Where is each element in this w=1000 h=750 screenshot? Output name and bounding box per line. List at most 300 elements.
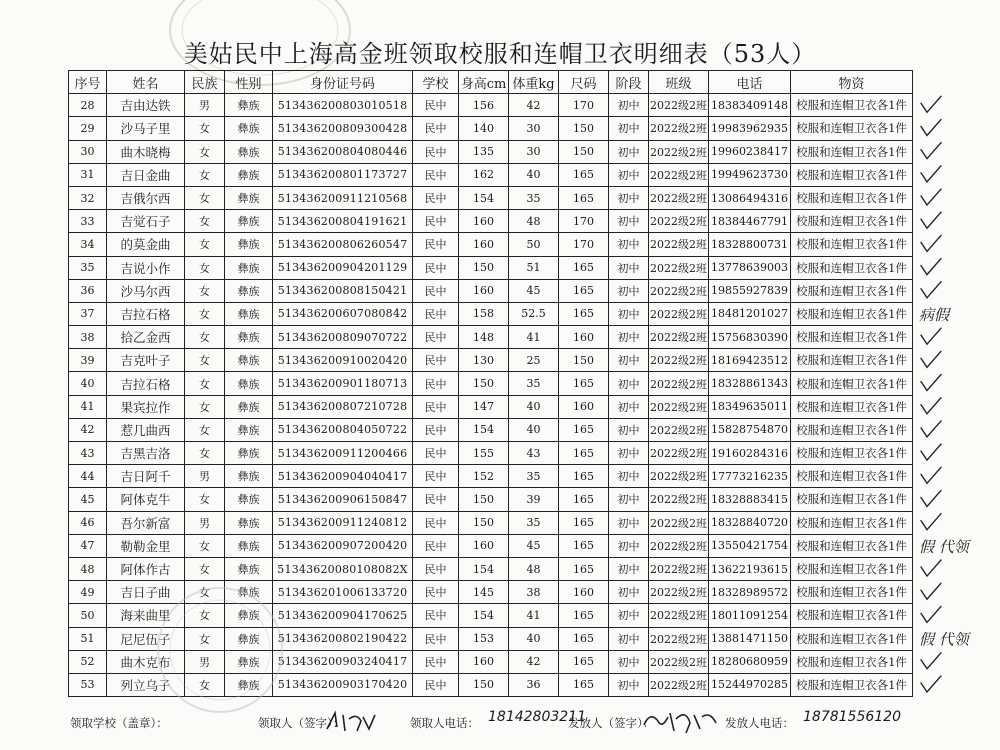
cell-name: 的莫金曲 xyxy=(107,233,185,256)
cell-name: 吉拉石格 xyxy=(107,372,185,395)
official-stamp-bottom xyxy=(120,575,320,725)
cell-phone: 17773216235 xyxy=(709,465,791,488)
cell-height: 154 xyxy=(459,604,509,627)
cell-height: 158 xyxy=(459,302,509,325)
cell-id: 513436201006133720 xyxy=(273,581,413,604)
cell-no: 41 xyxy=(69,395,107,418)
checkmark-icon xyxy=(921,560,941,576)
cell-phone: 19960238417 xyxy=(709,140,791,163)
table-row xyxy=(69,442,913,465)
cell-goods: 校服和连帽卫衣各1件 xyxy=(791,627,913,650)
cell-ethnicity: 女 xyxy=(185,117,225,140)
cell-no: 46 xyxy=(69,511,107,534)
cell-no: 35 xyxy=(69,256,107,279)
issuer-phone-handwritten: 18781556120 xyxy=(803,709,901,725)
cell-gender: 彝族 xyxy=(225,94,273,117)
cell-size: 165 xyxy=(559,488,609,511)
cell-height: 150 xyxy=(459,673,509,696)
cell-id: 513436200903170420 xyxy=(273,673,413,696)
cell-goods: 校服和连帽卫衣各1件 xyxy=(791,140,913,163)
cell-class: 2022级2班 xyxy=(649,557,709,580)
checkmark-icon xyxy=(921,444,941,460)
cell-ethnicity: 女 xyxy=(185,163,225,186)
cell-school: 民中 xyxy=(413,465,459,488)
cell-goods: 校服和连帽卫衣各1件 xyxy=(791,581,913,604)
cell-height: 153 xyxy=(459,627,509,650)
cell-id: 51343620080108082X xyxy=(273,557,413,580)
cell-class: 2022级2班 xyxy=(649,349,709,372)
table-row xyxy=(69,117,913,140)
cell-class: 2022级2班 xyxy=(649,534,709,557)
cell-ethnicity: 女 xyxy=(185,395,225,418)
cell-gender: 彝族 xyxy=(225,488,273,511)
cell-name: 阿体作古 xyxy=(107,557,185,580)
cell-stage: 初中 xyxy=(609,256,649,279)
cell-weight: 35 xyxy=(509,465,559,488)
cell-gender: 彝族 xyxy=(225,117,273,140)
cell-height: 152 xyxy=(459,465,509,488)
cell-gender: 彝族 xyxy=(225,557,273,580)
table-row xyxy=(69,326,913,349)
cell-ethnicity: 女 xyxy=(185,604,225,627)
cell-ethnicity: 女 xyxy=(185,557,225,580)
cell-no: 34 xyxy=(69,233,107,256)
cell-size: 165 xyxy=(559,534,609,557)
cell-class: 2022级2班 xyxy=(649,372,709,395)
cell-ethnicity: 女 xyxy=(185,140,225,163)
checkmark-icon xyxy=(921,375,941,391)
cell-class: 2022级2班 xyxy=(649,465,709,488)
cell-ethnicity: 女 xyxy=(185,534,225,557)
cell-goods: 校服和连帽卫衣各1件 xyxy=(791,650,913,673)
cell-stage: 初中 xyxy=(609,418,649,441)
cell-class: 2022级2班 xyxy=(649,604,709,627)
table-row xyxy=(69,488,913,511)
cell-phone: 18328840720 xyxy=(709,511,791,534)
cell-ethnicity: 男 xyxy=(185,650,225,673)
cell-ethnicity: 女 xyxy=(185,627,225,650)
cell-size: 165 xyxy=(559,418,609,441)
cell-gender: 彝族 xyxy=(225,163,273,186)
cell-name: 列立乌子 xyxy=(107,673,185,696)
cell-size: 165 xyxy=(559,511,609,534)
cell-gender: 彝族 xyxy=(225,418,273,441)
cell-weight: 43 xyxy=(509,442,559,465)
cell-id: 513436200801173727 xyxy=(273,163,413,186)
cell-class: 2022级2班 xyxy=(649,395,709,418)
cell-id: 513436200906150847 xyxy=(273,488,413,511)
cell-stage: 初中 xyxy=(609,140,649,163)
cell-goods: 校服和连帽卫衣各1件 xyxy=(791,279,913,302)
cell-phone: 13550421754 xyxy=(709,534,791,557)
cell-size: 165 xyxy=(559,372,609,395)
table-row xyxy=(69,465,913,488)
footer-receiver-label: 领取人（签字）： xyxy=(258,716,345,730)
cell-name: 吉黑吉洛 xyxy=(107,442,185,465)
cell-goods: 校服和连帽卫衣各1件 xyxy=(791,186,913,209)
cell-size: 160 xyxy=(559,581,609,604)
cell-school: 民中 xyxy=(413,534,459,557)
cell-no: 29 xyxy=(69,117,107,140)
checkmark-icon xyxy=(921,514,941,530)
header-phone: 电话 xyxy=(709,71,791,94)
cell-no: 43 xyxy=(69,442,107,465)
cell-id: 513436200804050722 xyxy=(273,418,413,441)
cell-name: 吾尔新富 xyxy=(107,511,185,534)
cell-phone: 13881471150 xyxy=(709,627,791,650)
cell-weight: 35 xyxy=(509,186,559,209)
cell-ethnicity: 女 xyxy=(185,279,225,302)
cell-gender: 彝族 xyxy=(225,302,273,325)
checkmark-icon xyxy=(921,467,941,483)
cell-no: 44 xyxy=(69,465,107,488)
cell-weight: 25 xyxy=(509,349,559,372)
cell-phone: 18011091254 xyxy=(709,604,791,627)
cell-id: 513436200806260547 xyxy=(273,233,413,256)
cell-class: 2022级2班 xyxy=(649,256,709,279)
cell-stage: 初中 xyxy=(609,442,649,465)
header-id: 身份证号码 xyxy=(273,71,413,94)
cell-size: 160 xyxy=(559,395,609,418)
cell-goods: 校服和连帽卫衣各1件 xyxy=(791,557,913,580)
cell-goods: 校服和连帽卫衣各1件 xyxy=(791,256,913,279)
footer-issuer-label: 发放人（签字）： xyxy=(568,716,655,730)
cell-ethnicity: 女 xyxy=(185,302,225,325)
cell-weight: 40 xyxy=(509,395,559,418)
table-row xyxy=(69,256,913,279)
cell-id: 513436200904170625 xyxy=(273,604,413,627)
cell-school: 民中 xyxy=(413,163,459,186)
cell-stage: 初中 xyxy=(609,372,649,395)
cell-goods: 校服和连帽卫衣各1件 xyxy=(791,326,913,349)
cell-school: 民中 xyxy=(413,604,459,627)
cell-name: 吉日金曲 xyxy=(107,163,185,186)
cell-id: 513436200911210568 xyxy=(273,186,413,209)
cell-phone: 18328883415 xyxy=(709,488,791,511)
cell-weight: 48 xyxy=(509,210,559,233)
cell-phone: 18328861343 xyxy=(709,372,791,395)
cell-ethnicity: 男 xyxy=(185,465,225,488)
cell-height: 150 xyxy=(459,372,509,395)
checkmark-icon xyxy=(921,166,941,182)
cell-height: 160 xyxy=(459,233,509,256)
cell-stage: 初中 xyxy=(609,673,649,696)
cell-goods: 校服和连帽卫衣各1件 xyxy=(791,210,913,233)
cell-ethnicity: 女 xyxy=(185,442,225,465)
checkmark-icon xyxy=(921,490,941,506)
footer-school-label: 领取学校（盖章）： xyxy=(70,716,168,730)
cell-no: 51 xyxy=(69,627,107,650)
cell-no: 48 xyxy=(69,557,107,580)
cell-gender: 彝族 xyxy=(225,650,273,673)
cell-goods: 校服和连帽卫衣各1件 xyxy=(791,395,913,418)
table-row xyxy=(69,534,913,557)
cell-size: 165 xyxy=(559,442,609,465)
cell-school: 民中 xyxy=(413,302,459,325)
cell-school: 民中 xyxy=(413,210,459,233)
cell-name: 曲木克布 xyxy=(107,650,185,673)
header-size: 尺码 xyxy=(559,71,609,94)
cell-goods: 校服和连帽卫衣各1件 xyxy=(791,673,913,696)
cell-size: 160 xyxy=(559,326,609,349)
cell-size: 170 xyxy=(559,233,609,256)
checkmark-icon xyxy=(921,351,941,367)
cell-phone: 19855927839 xyxy=(709,279,791,302)
cell-phone: 15756830390 xyxy=(709,326,791,349)
cell-school: 民中 xyxy=(413,581,459,604)
cell-ethnicity: 女 xyxy=(185,256,225,279)
cell-id: 513436200907200420 xyxy=(273,534,413,557)
table-row xyxy=(69,349,913,372)
cell-stage: 初中 xyxy=(609,349,649,372)
cell-name: 吉觉石子 xyxy=(107,210,185,233)
cell-weight: 45 xyxy=(509,279,559,302)
cell-class: 2022级2班 xyxy=(649,210,709,233)
checkmark-icon xyxy=(921,282,941,298)
cell-size: 150 xyxy=(559,140,609,163)
cell-name: 惹几曲西 xyxy=(107,418,185,441)
cell-id: 513436200607080842 xyxy=(273,302,413,325)
checkmark-icon xyxy=(921,653,941,669)
cell-weight: 48 xyxy=(509,557,559,580)
footer xyxy=(0,711,1000,741)
cell-stage: 初中 xyxy=(609,163,649,186)
cell-stage: 初中 xyxy=(609,302,649,325)
cell-goods: 校服和连帽卫衣各1件 xyxy=(791,418,913,441)
cell-no: 31 xyxy=(69,163,107,186)
cell-height: 150 xyxy=(459,511,509,534)
cell-height: 135 xyxy=(459,140,509,163)
page-title: 美姑民中上海高金班领取校服和连帽卫衣明细表（53人） xyxy=(183,40,817,68)
table-row xyxy=(69,279,913,302)
cell-id: 513436200904040417 xyxy=(273,465,413,488)
cell-gender: 彝族 xyxy=(225,395,273,418)
cell-school: 民中 xyxy=(413,372,459,395)
cell-id: 513436200911200466 xyxy=(273,442,413,465)
cell-phone: 13622193615 xyxy=(709,557,791,580)
cell-gender: 彝族 xyxy=(225,140,273,163)
cell-height: 150 xyxy=(459,488,509,511)
cell-height: 145 xyxy=(459,581,509,604)
cell-weight: 36 xyxy=(509,673,559,696)
cell-class: 2022级2班 xyxy=(649,94,709,117)
cell-name: 吉拉石格 xyxy=(107,302,185,325)
cell-gender: 彝族 xyxy=(225,511,273,534)
cell-height: 148 xyxy=(459,326,509,349)
header-class: 班级 xyxy=(649,71,709,94)
cell-ethnicity: 女 xyxy=(185,673,225,696)
cell-weight: 50 xyxy=(509,233,559,256)
table-row xyxy=(69,233,913,256)
cell-goods: 校服和连帽卫衣各1件 xyxy=(791,233,913,256)
cell-phone: 18349635011 xyxy=(709,395,791,418)
cell-no: 40 xyxy=(69,372,107,395)
cell-stage: 初中 xyxy=(609,94,649,117)
cell-size: 165 xyxy=(559,604,609,627)
cell-phone: 15828754870 xyxy=(709,418,791,441)
cell-ethnicity: 女 xyxy=(185,326,225,349)
cell-weight: 40 xyxy=(509,627,559,650)
cell-gender: 彝族 xyxy=(225,326,273,349)
cell-goods: 校服和连帽卫衣各1件 xyxy=(791,372,913,395)
cell-id: 513436200901180713 xyxy=(273,372,413,395)
checkmark-icon xyxy=(921,676,941,692)
cell-stage: 初中 xyxy=(609,233,649,256)
cell-name: 吉说小作 xyxy=(107,256,185,279)
checkmark-icon xyxy=(921,235,941,251)
cell-gender: 彝族 xyxy=(225,349,273,372)
cell-id: 513436200808150421 xyxy=(273,279,413,302)
cell-name: 尼尼伍子 xyxy=(107,627,185,650)
cell-ethnicity: 女 xyxy=(185,233,225,256)
cell-weight: 52.5 xyxy=(509,302,559,325)
cell-height: 154 xyxy=(459,557,509,580)
cell-size: 165 xyxy=(559,279,609,302)
cell-phone: 18328800731 xyxy=(709,233,791,256)
cell-size: 165 xyxy=(559,627,609,650)
cell-phone: 18328989572 xyxy=(709,581,791,604)
cell-name: 吉日阿千 xyxy=(107,465,185,488)
cell-no: 53 xyxy=(69,673,107,696)
cell-height: 155 xyxy=(459,442,509,465)
cell-id: 513436200804191621 xyxy=(273,210,413,233)
cell-weight: 40 xyxy=(509,418,559,441)
cell-name: 吉由达铁 xyxy=(107,94,185,117)
cell-height: 160 xyxy=(459,210,509,233)
cell-school: 民中 xyxy=(413,117,459,140)
cell-stage: 初中 xyxy=(609,627,649,650)
cell-weight: 39 xyxy=(509,488,559,511)
cell-name: 拾乙金西 xyxy=(107,326,185,349)
checkmark-icon xyxy=(921,212,941,228)
cell-no: 49 xyxy=(69,581,107,604)
table-row xyxy=(69,372,913,395)
cell-stage: 初中 xyxy=(609,465,649,488)
cell-weight: 42 xyxy=(509,650,559,673)
cell-goods: 校服和连帽卫衣各1件 xyxy=(791,604,913,627)
cell-ethnicity: 女 xyxy=(185,418,225,441)
cell-id: 513436200807210728 xyxy=(273,395,413,418)
receiver-signature xyxy=(323,709,393,735)
cell-class: 2022级2班 xyxy=(649,279,709,302)
cell-gender: 彝族 xyxy=(225,534,273,557)
cell-gender: 彝族 xyxy=(225,372,273,395)
cell-no: 30 xyxy=(69,140,107,163)
cell-class: 2022级2班 xyxy=(649,140,709,163)
cell-height: 154 xyxy=(459,186,509,209)
cell-class: 2022级2班 xyxy=(649,673,709,696)
cell-no: 36 xyxy=(69,279,107,302)
cell-no: 37 xyxy=(69,302,107,325)
cell-id: 513436200910020420 xyxy=(273,349,413,372)
cell-size: 170 xyxy=(559,210,609,233)
cell-size: 165 xyxy=(559,256,609,279)
cell-weight: 41 xyxy=(509,604,559,627)
cell-name: 沙马尔西 xyxy=(107,279,185,302)
cell-phone: 19949623730 xyxy=(709,163,791,186)
header-school: 学校 xyxy=(413,71,459,94)
cell-school: 民中 xyxy=(413,186,459,209)
cell-size: 165 xyxy=(559,302,609,325)
cell-size: 165 xyxy=(559,163,609,186)
cell-id: 513436200903240417 xyxy=(273,650,413,673)
cell-school: 民中 xyxy=(413,673,459,696)
cell-class: 2022级2班 xyxy=(649,581,709,604)
header-ethnicity: 民族 xyxy=(185,71,225,94)
cell-height: 154 xyxy=(459,418,509,441)
cell-stage: 初中 xyxy=(609,117,649,140)
cell-stage: 初中 xyxy=(609,557,649,580)
cell-ethnicity: 女 xyxy=(185,581,225,604)
cell-school: 民中 xyxy=(413,140,459,163)
cell-weight: 41 xyxy=(509,326,559,349)
cell-no: 52 xyxy=(69,650,107,673)
table-row xyxy=(69,511,913,534)
cell-gender: 彝族 xyxy=(225,279,273,302)
cell-weight: 30 xyxy=(509,140,559,163)
table-row xyxy=(69,395,913,418)
table-row xyxy=(69,210,913,233)
cell-weight: 51 xyxy=(509,256,559,279)
cell-id: 513436200803010518 xyxy=(273,94,413,117)
table-row xyxy=(69,418,913,441)
cell-school: 民中 xyxy=(413,256,459,279)
cell-name: 阿体克牛 xyxy=(107,488,185,511)
cell-height: 140 xyxy=(459,117,509,140)
cell-goods: 校服和连帽卫衣各1件 xyxy=(791,488,913,511)
cell-gender: 彝族 xyxy=(225,442,273,465)
header-weight: 体重kg xyxy=(509,71,559,94)
cell-no: 33 xyxy=(69,210,107,233)
cell-no: 39 xyxy=(69,349,107,372)
cell-phone: 18384467791 xyxy=(709,210,791,233)
cell-stage: 初中 xyxy=(609,326,649,349)
cell-gender: 彝族 xyxy=(225,627,273,650)
cell-gender: 彝族 xyxy=(225,581,273,604)
cell-gender: 彝族 xyxy=(225,256,273,279)
cell-class: 2022级2班 xyxy=(649,650,709,673)
cell-ethnicity: 女 xyxy=(185,210,225,233)
cell-class: 2022级2班 xyxy=(649,302,709,325)
checkmark-icon xyxy=(921,421,941,437)
cell-goods: 校服和连帽卫衣各1件 xyxy=(791,442,913,465)
table-header-row xyxy=(69,71,913,94)
cell-size: 170 xyxy=(559,94,609,117)
cell-gender: 彝族 xyxy=(225,673,273,696)
cell-name: 海来曲里 xyxy=(107,604,185,627)
cell-size: 165 xyxy=(559,465,609,488)
cell-size: 150 xyxy=(559,349,609,372)
cell-goods: 校服和连帽卫衣各1件 xyxy=(791,534,913,557)
cell-name: 吉俄尔西 xyxy=(107,186,185,209)
cell-phone: 18481201027 xyxy=(709,302,791,325)
cell-height: 147 xyxy=(459,395,509,418)
cell-ethnicity: 女 xyxy=(185,372,225,395)
cell-id: 513436200804080446 xyxy=(273,140,413,163)
checkmark-icon xyxy=(921,328,941,344)
cell-weight: 35 xyxy=(509,511,559,534)
issuer-signature xyxy=(640,707,722,737)
cell-name: 吉日子曲 xyxy=(107,581,185,604)
cell-weight: 35 xyxy=(509,372,559,395)
cell-stage: 初中 xyxy=(609,534,649,557)
cell-phone: 18383409148 xyxy=(709,94,791,117)
cell-stage: 初中 xyxy=(609,650,649,673)
cell-class: 2022级2班 xyxy=(649,511,709,534)
cell-class: 2022级2班 xyxy=(649,117,709,140)
header-gender: 性别 xyxy=(225,71,273,94)
cell-gender: 彝族 xyxy=(225,186,273,209)
